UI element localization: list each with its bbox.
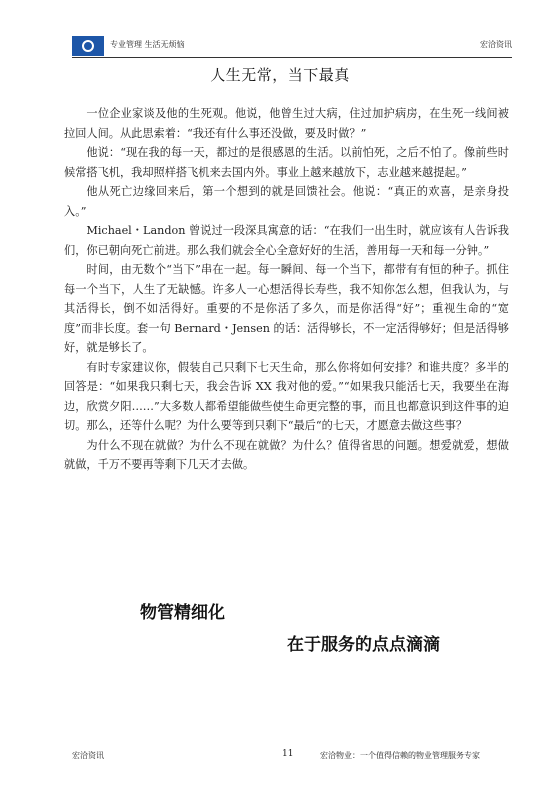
article-body <box>64 104 509 475</box>
paragraph: 一位企业家谈及他的生死观。他说，他曾生过大病，住过加护病房，在生死一线间被拉回人间。从此思索着：“我还有什么事还没做，要及时做？” <box>64 107 509 140</box>
paragraph: 他说：“现在我的每一天，都过的是很感恩的生活。以前怕死，之后不怕了。像前些时候常搭飞机，我却照样搭飞机来去国内外。事业上越来越放下，志业越来越提起。” <box>64 146 509 179</box>
article-title: 人生无常，当下最真 <box>210 66 350 84</box>
paragraph: 为什么不现在就做？为什么不现在就做？为什么？值得省思的问题。想爱就爱，想做就做，千万不要再等剩下几天才去做。 <box>64 438 509 471</box>
paragraph: Michael・Landon 曾说过一段深具寓意的话：“在我们一出生时，就应该有人告诉我们，你已朝向死亡前进。那么我们就会全心全意好好的生活，善用每一天和每一分钟。” <box>64 224 509 257</box>
footer-slogan: 宏洽物业：一个值得信赖的物业管理服务专家 <box>320 751 480 760</box>
footer-brand: 宏洽资讯 <box>72 751 104 760</box>
paragraph: 时间，由无数个“当下”串在一起。每一瞬间、每一个当下，都带有有恒的种子。抓住每一个当下，人生了无缺憾。许多人一心想活得长寿些，我不知你怎么想，但我认为，与其活得长，倒不如活得好。重要的不是你活了多久，而是你活得“好”；重视生命的“宽度”而非长度。套一句 Bernard・Jensen 的话：活得够长，不一定活得够好；但是活得够好，就是够长了。 <box>64 263 509 354</box>
slogan-line-1: 物管精细化 <box>140 603 225 623</box>
header-brand: 宏洽资讯 <box>480 40 512 49</box>
page-number: 11 <box>282 749 294 759</box>
header-tagline: 专业管理 生活无烦恼 <box>110 40 185 49</box>
slogan-line-2: 在于服务的点点滴滴 <box>287 635 440 655</box>
page-header <box>72 35 512 58</box>
paragraph: 他从死亡边缘回来后，第一个想到的就是回馈社会。他说：“真正的欢喜，是亲身投入。” <box>64 185 509 218</box>
paragraph: 有时专家建议你，假装自己只剩下七天生命，那么你将如何安排？和谁共度？多半的回答是：“如果我只剩七天，我会告诉 XX 我对他的爱。”“如果我只能活七天，我要坐在海边，欣赏夕阳……”大多数人都希望能做些使生命更完整的事，而且也都意识到这件事的迫切。那么，还等什么呢？为什么要等到只剩下“最后“的七天，才愿意去做这些事？ <box>64 360 509 432</box>
company-logo-icon <box>72 36 104 56</box>
